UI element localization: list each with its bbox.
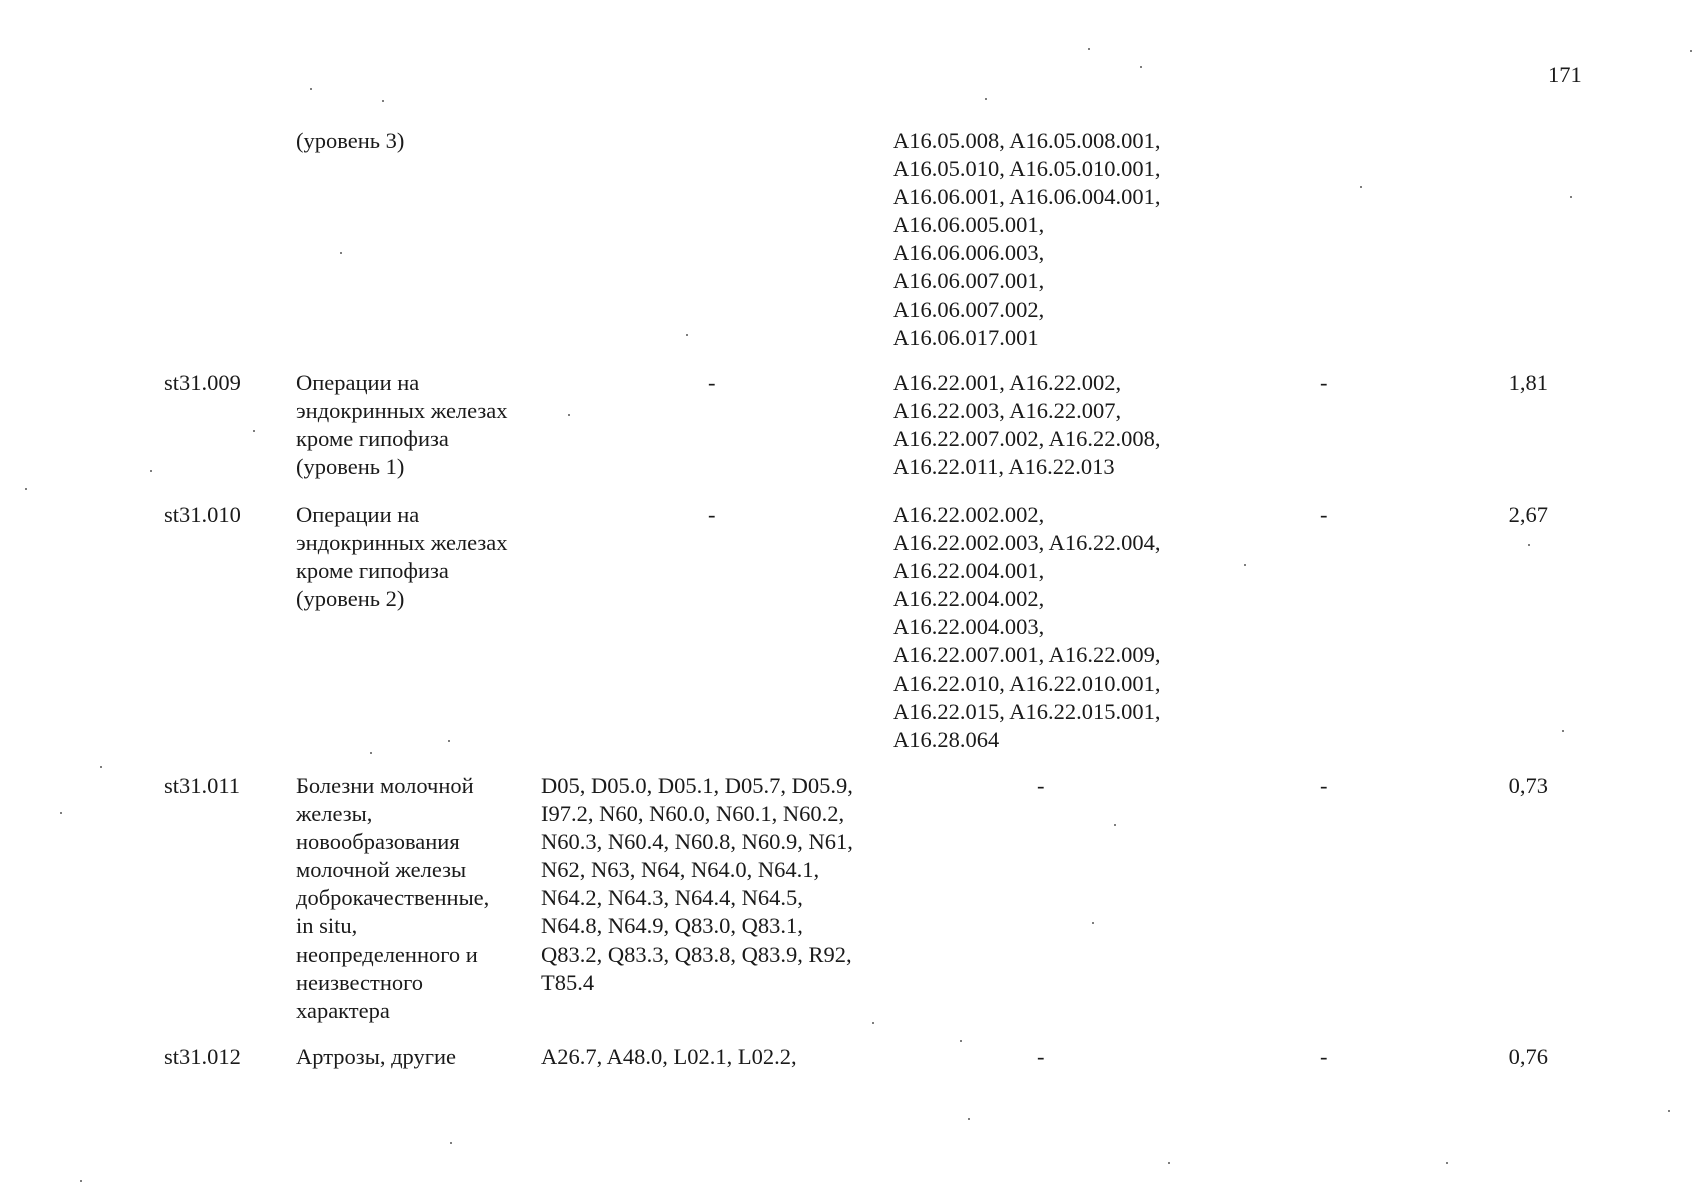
row-services: A16.05.008, A16.05.008.001, A16.05.010, A16.05.010.001, A16.06.001, A16.06.004.001, A16.06.005.001, A16.06.006.003, A16.06.007.001, A16.06.007.002, A16.06.017.001 bbox=[893, 128, 1161, 350]
row-name: (уровень 3) bbox=[296, 128, 405, 153]
scan-speck bbox=[1690, 50, 1692, 52]
scan-speck bbox=[1244, 564, 1246, 566]
scan-speck bbox=[1528, 544, 1530, 546]
row-services: A16.22.002.002, A16.22.002.003, A16.22.004, A16.22.004.001, A16.22.004.002, A16.22.004.003, A16.22.007.001, A16.22.009, A16.22.010, A16.22.010.001, A16.22.015, A16.22.015.001, A16.28.064 bbox=[893, 502, 1161, 752]
scan-speck bbox=[80, 1180, 82, 1182]
row-coefficient: 1,81 bbox=[1508, 370, 1548, 395]
row-code: st31.011 bbox=[164, 773, 241, 798]
row-name: Артрозы, другие bbox=[296, 1044, 456, 1069]
row-services: - bbox=[1037, 1044, 1045, 1069]
scan-speck bbox=[1092, 922, 1094, 924]
scan-speck bbox=[382, 100, 384, 102]
scan-speck bbox=[1446, 1162, 1448, 1164]
scan-speck bbox=[253, 430, 255, 432]
scan-speck bbox=[150, 470, 152, 472]
row-diagnoses: - bbox=[708, 370, 716, 395]
scan-speck bbox=[25, 488, 27, 490]
scan-speck bbox=[1668, 1110, 1670, 1112]
row-coefficient: 0,73 bbox=[1508, 773, 1548, 798]
scan-speck bbox=[1088, 48, 1090, 50]
row-diagnoses: D05, D05.0, D05.1, D05.7, D05.9, I97.2, N60, N60.0, N60.1, N60.2, N60.3, N60.4, N60.8, N60.9, N61, N62, N63, N64, N64.0, N64.1, N64.2, N64.3, N64.4, N64.5, N64.8, N64.9, Q83.0, Q83.1, Q83.2, Q83.3, Q83.8, Q83.9, R92, T85.4 bbox=[541, 773, 853, 995]
scan-speck bbox=[1168, 1162, 1170, 1164]
row-services: - bbox=[1037, 773, 1045, 798]
scan-speck bbox=[448, 740, 450, 742]
scan-speck bbox=[1570, 196, 1572, 198]
row-diagnoses: - bbox=[708, 502, 716, 527]
scan-speck bbox=[1360, 186, 1362, 188]
row-code: st31.012 bbox=[164, 1044, 241, 1069]
scan-speck bbox=[1140, 66, 1142, 68]
row-diagnoses: A26.7, A48.0, L02.1, L02.2, bbox=[541, 1044, 797, 1069]
page-number: 171 bbox=[1548, 62, 1582, 87]
row-other: - bbox=[1320, 1044, 1328, 1069]
row-code: st31.010 bbox=[164, 502, 241, 527]
row-other: - bbox=[1320, 773, 1328, 798]
row-name: Болезни молочной железы, новообразования молочной железы доброкачественные, in situ, неопределенного и неизвестного характера bbox=[296, 773, 490, 1023]
scan-speck bbox=[686, 334, 688, 336]
scan-speck bbox=[872, 1022, 874, 1024]
scan-speck bbox=[968, 1118, 970, 1120]
scan-speck bbox=[100, 766, 102, 768]
scan-speck bbox=[1562, 730, 1564, 732]
scan-speck bbox=[450, 1142, 452, 1144]
row-coefficient: 2,67 bbox=[1508, 502, 1548, 527]
row-other: - bbox=[1320, 370, 1328, 395]
scan-speck bbox=[568, 414, 570, 416]
scan-speck bbox=[340, 252, 342, 254]
scan-speck bbox=[985, 98, 987, 100]
row-services: A16.22.001, A16.22.002, A16.22.003, A16.22.007, A16.22.007.002, A16.22.008, A16.22.011, A16.22.013 bbox=[893, 370, 1161, 480]
scan-speck bbox=[960, 1040, 962, 1042]
scan-speck bbox=[1114, 824, 1116, 826]
row-name: Операции на эндокринных железах кроме гипофиза (уровень 2) bbox=[296, 502, 508, 612]
row-coefficient: 0,76 bbox=[1508, 1044, 1548, 1069]
row-code: st31.009 bbox=[164, 370, 241, 395]
row-other: - bbox=[1320, 502, 1328, 527]
scan-speck bbox=[60, 812, 62, 814]
scan-speck bbox=[310, 88, 312, 90]
scan-speck bbox=[370, 752, 372, 754]
row-name: Операции на эндокринных железах кроме гипофиза (уровень 1) bbox=[296, 370, 508, 480]
